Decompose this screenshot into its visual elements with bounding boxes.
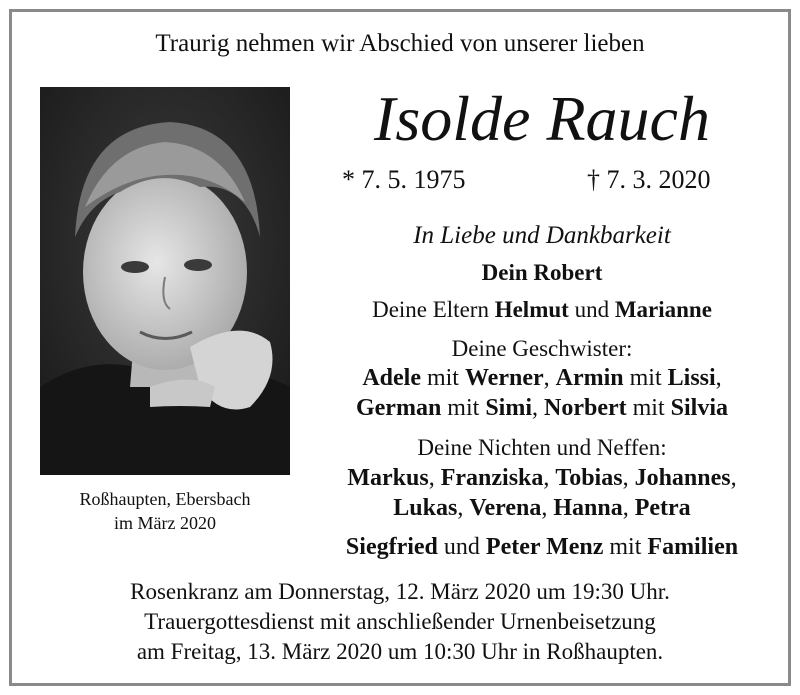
mourners-intro: In Liebe und Dankbarkeit	[413, 222, 671, 249]
parents-joiner: und	[574, 297, 610, 322]
joiner-text: mit	[609, 534, 642, 560]
separator: ,	[715, 365, 722, 391]
family-name: Peter Menz	[485, 534, 604, 560]
death-date: † 7. 3. 2020	[587, 165, 711, 194]
sibling-name: German	[355, 395, 442, 421]
family-name: Familien	[647, 534, 739, 560]
service-line-2: Trauergottesdienst mit anschließender Urnenbeisetzung	[144, 609, 656, 634]
sibling-name: Armin	[555, 365, 624, 391]
joiner-text: und	[443, 534, 480, 560]
sibling-name: Lissi	[667, 365, 716, 391]
siblings-line-2	[312, 395, 772, 422]
separator: ,	[622, 495, 629, 521]
separator: ,	[457, 495, 464, 521]
sibling-name: Norbert	[544, 395, 627, 421]
siblings-heading: Deine Geschwister:	[451, 336, 633, 361]
birth-date: * 7. 5. 1975	[342, 165, 466, 194]
sibling-name: Simi	[485, 395, 532, 421]
separator: ,	[541, 495, 548, 521]
nieces-line-2	[312, 495, 772, 522]
service-line-3: am Freitag, 13. März 2020 um 10:30 Uhr in Roßhaupten.	[136, 639, 664, 664]
nieces-heading: Deine Nichten und Neffen:	[417, 435, 667, 460]
photo-caption	[40, 487, 290, 535]
niece-name: Verena	[469, 495, 542, 521]
parent-name: Helmut	[494, 297, 569, 322]
joiner-text: mit	[632, 395, 665, 421]
niece-name: Johannes	[634, 465, 731, 491]
joiner-text: mit	[629, 365, 662, 391]
separator: ,	[532, 395, 538, 421]
deceased-name: Isolde Rauch	[374, 83, 710, 154]
family-name: Siegfried	[345, 534, 438, 560]
caption-line-2: im März 2020	[114, 513, 216, 533]
portrait-photo-icon	[40, 87, 290, 475]
joiner-text: mit	[447, 395, 480, 421]
family-line	[312, 534, 772, 561]
niece-name: Tobias	[555, 465, 623, 491]
sibling-name: Adele	[362, 365, 421, 391]
sibling-name: Werner	[464, 365, 544, 391]
niece-name: Franziska	[440, 465, 544, 491]
niece-name: Markus	[347, 465, 429, 491]
separator: ,	[543, 465, 550, 491]
niece-name: Lukas	[393, 495, 458, 521]
portrait-photo	[40, 87, 290, 475]
parent-name: Marianne	[614, 297, 712, 322]
niece-name: Hanna	[553, 495, 623, 521]
separator: ,	[543, 365, 550, 391]
caption-line-1: Roßhaupten, Ebersbach	[79, 489, 251, 509]
sibling-name: Silvia	[670, 395, 729, 421]
service-line-1: Rosenkranz am Donnerstag, 12. März 2020 um 19:30 Uhr.	[130, 579, 670, 604]
mourner-parents	[312, 297, 772, 323]
parents-prefix: Deine Eltern	[372, 297, 489, 322]
header-text: Traurig nehmen wir Abschied von unserer lieben	[155, 30, 645, 57]
obituary-frame	[9, 9, 791, 686]
mourner-partner: Dein Robert	[481, 260, 603, 285]
joiner-text: mit	[426, 365, 459, 391]
niece-name: Petra	[634, 495, 691, 521]
nieces-line-1	[312, 465, 772, 492]
separator: ,	[730, 465, 737, 491]
separator: ,	[622, 465, 629, 491]
siblings-line-1	[312, 365, 772, 392]
separator: ,	[428, 465, 435, 491]
